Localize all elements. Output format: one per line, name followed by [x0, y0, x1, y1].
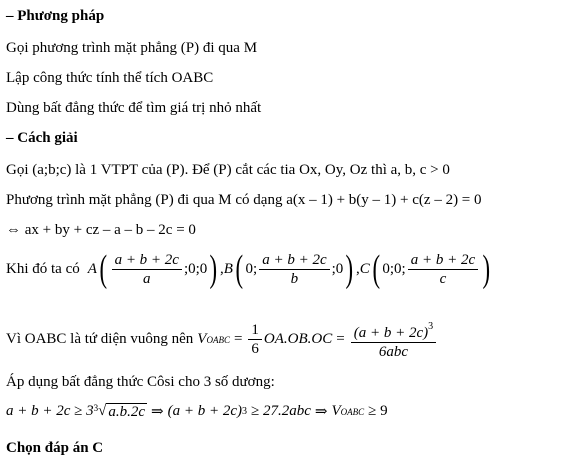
point-a-fraction: $\frac{a + b + 2c}{a}$	[112, 251, 182, 288]
volume-fraction: $\frac{(a + b + 2c)^3}{\text{6abc}}$	[351, 318, 436, 361]
point-b-label: B	[223, 260, 233, 277]
point-c-fraction: $\frac{a + b + 2c}{c}$	[408, 251, 478, 288]
point-b-fraction: $\frac{a + b + 2c}{b}$	[259, 251, 329, 288]
cauchy-line: Áp dụng bất đẳng thức Côsi cho 3 số dương:	[6, 374, 275, 390]
point-c-label: C	[359, 260, 370, 277]
section-title-solution: – Cách giải	[6, 130, 78, 146]
method-line-1: Gọi phương trình mặt phẳng (P) đi qua M	[6, 40, 258, 56]
inequality-formula: a + b + 2c ≥ 3 3 √ a.b.2c ⇒ (a + b + 2c) 3 ≥ 27.2abc ⇒ V OABC ≥ 9	[6, 402, 388, 420]
point-a-label: A	[87, 260, 97, 277]
section-title-method: – Phương pháp	[6, 8, 105, 24]
volume-formula: Vì OABC là tứ diện vuông nên V OABC = $\frac{1}{6}$ OA.OB.OC = $\frac{(a + b + 2c)^3}{\text{6abc}}$	[6, 318, 438, 361]
volume-prefix: Vì OABC là tứ diện vuông nên	[6, 331, 194, 347]
method-line-3: Dùng bất đẳng thức để tìm giá trị nhỏ nhất	[6, 100, 262, 116]
one-sixth-fraction: $\frac{1}{6}$	[248, 321, 262, 358]
solution-line-3: ⇔ ax + by + cz – a – b – 2c = 0	[6, 222, 196, 238]
solution-line-1: Gọi (a;b;c) là 1 VTPT của (P). Để (P) cắt các tia Ox, Oy, Oz thì a, b, c > 0	[6, 162, 450, 178]
points-formula: Khi đó ta có A ( $\frac{a + b + 2c}{a}$ ;0;0 ) , B ( 0; $\frac{a + b + 2c}{b}$ ;0 ) , C ( 0;0; $\frac{a + b + 2c}{c}$ )	[6, 248, 491, 290]
points-prefix: Khi đó ta có	[6, 260, 80, 277]
method-line-2: Lập công thức tính thể tích OABC	[6, 70, 214, 86]
solution-line-2: Phương trình mặt phẳng (P) đi qua M có dạng a(x – 1) + b(y – 1) + c(z – 2) = 0	[6, 192, 482, 208]
cube-root: 3 √ a.b.2c	[93, 402, 146, 420]
answer-line: Chọn đáp án C	[6, 440, 104, 456]
